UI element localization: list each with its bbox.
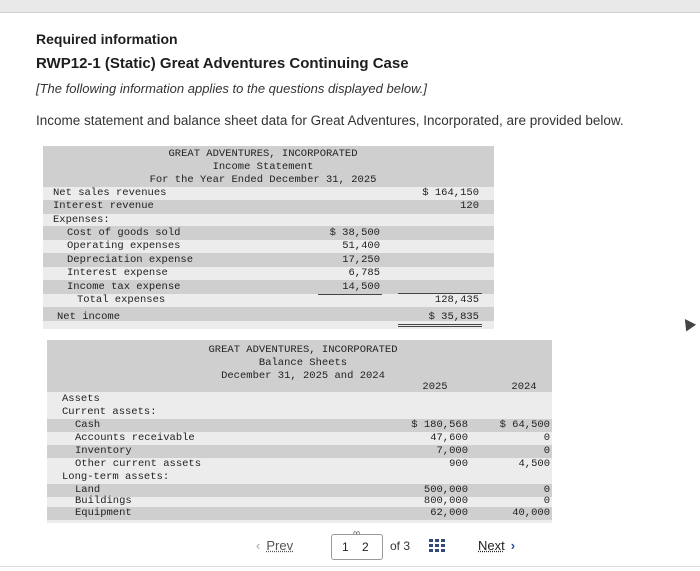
prev-button[interactable] xyxy=(256,538,293,553)
balance-2025-value: 900 xyxy=(449,458,468,470)
balance-row-label: Long-term assets: xyxy=(62,471,170,483)
page-selector[interactable] xyxy=(331,534,383,560)
balance-2025-value: 47,600 xyxy=(430,432,468,444)
balance-2025-value: 800,000 xyxy=(423,495,468,507)
balance-2025-value: $ 180,568 xyxy=(411,419,468,431)
question-note: [The following information applies to the questions displayed below.] xyxy=(36,81,427,96)
income-col1-value: 51,400 xyxy=(342,240,380,252)
income-col1-value: $ 38,500 xyxy=(329,227,380,239)
chevron-right-icon: › xyxy=(510,538,516,553)
balance-2024-value: 40,000 xyxy=(512,507,550,519)
next-label: Next xyxy=(478,538,505,553)
balance-2025-value: 500,000 xyxy=(423,484,468,496)
balance-2024-value: $ 64,500 xyxy=(499,419,550,431)
mouse-cursor-icon xyxy=(680,316,696,332)
income-row-label: Operating expenses xyxy=(67,240,181,252)
next-button[interactable] xyxy=(478,538,515,553)
income-row-label: Expenses: xyxy=(53,214,110,226)
balance-2024-value: 0 xyxy=(543,445,550,457)
prev-label: Prev xyxy=(266,538,294,553)
balance-2024-value: 4,500 xyxy=(518,458,550,470)
income-col1-value: 6,785 xyxy=(348,267,380,279)
question-title: RWP12-1 (Static) Great Adventures Continuing Case xyxy=(36,55,409,72)
grid-icon[interactable] xyxy=(429,539,445,553)
balance-2024-value: 0 xyxy=(543,432,550,444)
income-row-label: Interest revenue xyxy=(53,200,154,212)
income-col1-value: 17,250 xyxy=(342,254,380,266)
income-row-label: Net income xyxy=(57,311,121,323)
income-row-label: Interest expense xyxy=(67,267,168,279)
balance-2025-value: 7,000 xyxy=(436,445,468,457)
income-row-label: Total expenses xyxy=(77,294,166,306)
income-row-label: Income tax expense xyxy=(67,281,181,293)
balance-row-label: Land xyxy=(75,484,101,496)
top-bar xyxy=(0,0,700,13)
income-col1-value: 14,500 xyxy=(342,281,380,293)
balance-row-label: Cash xyxy=(75,419,101,431)
balance-title: Balance Sheets xyxy=(258,357,348,369)
income-col2-value: $ 164,150 xyxy=(422,187,479,199)
income-col2-value: $ 35,835 xyxy=(428,311,479,323)
required-heading: Required information xyxy=(36,31,178,47)
income-company: GREAT ADVENTURES, INCORPORATED xyxy=(168,148,358,160)
income-row-label: Cost of goods sold xyxy=(67,227,181,239)
income-net-double-underline xyxy=(398,326,482,327)
income-title: Income Statement xyxy=(212,161,314,173)
income-col1-underline xyxy=(318,294,382,295)
balance-2025-value: 62,000 xyxy=(430,507,468,519)
income-col2-value: 128,435 xyxy=(434,294,479,306)
bottom-divider xyxy=(0,566,700,567)
page-1[interactable]: 1 xyxy=(342,540,349,554)
page-count: of 3 xyxy=(390,539,411,553)
balance-row-label: Current assets: xyxy=(62,406,157,418)
balance-row-label: Equipment xyxy=(75,507,132,519)
income-row-label: Depreciation expense xyxy=(67,254,194,266)
balance-2024-value: 0 xyxy=(543,495,550,507)
balance-row-label: Accounts receivable xyxy=(75,432,195,444)
balance-year-2025: 2025 xyxy=(422,381,448,393)
balance-row-label: Inventory xyxy=(75,445,132,457)
balance-row-label: Assets xyxy=(62,393,100,405)
balance-year-2024: 2024 xyxy=(511,381,537,393)
question-intro: Income statement and balance sheet data for Great Adventures, Incorporated, are provided below. xyxy=(36,113,624,128)
page-2[interactable]: 2 xyxy=(362,540,369,554)
balance-row-label: Other current assets xyxy=(75,458,202,470)
income-net-double-underline xyxy=(398,324,482,325)
balance-row-label: Buildings xyxy=(75,495,132,507)
chevron-left-icon: ‹ xyxy=(256,538,261,553)
income-col2-value: 120 xyxy=(460,200,479,212)
balance-2024-value: 0 xyxy=(543,484,550,496)
income-period: For the Year Ended December 31, 2025 xyxy=(149,174,377,186)
income-row-label: Net sales revenues xyxy=(53,187,167,199)
balance-period: December 31, 2025 and 2024 xyxy=(221,370,385,382)
balance-company: GREAT ADVENTURES, INCORPORATED xyxy=(208,344,398,356)
